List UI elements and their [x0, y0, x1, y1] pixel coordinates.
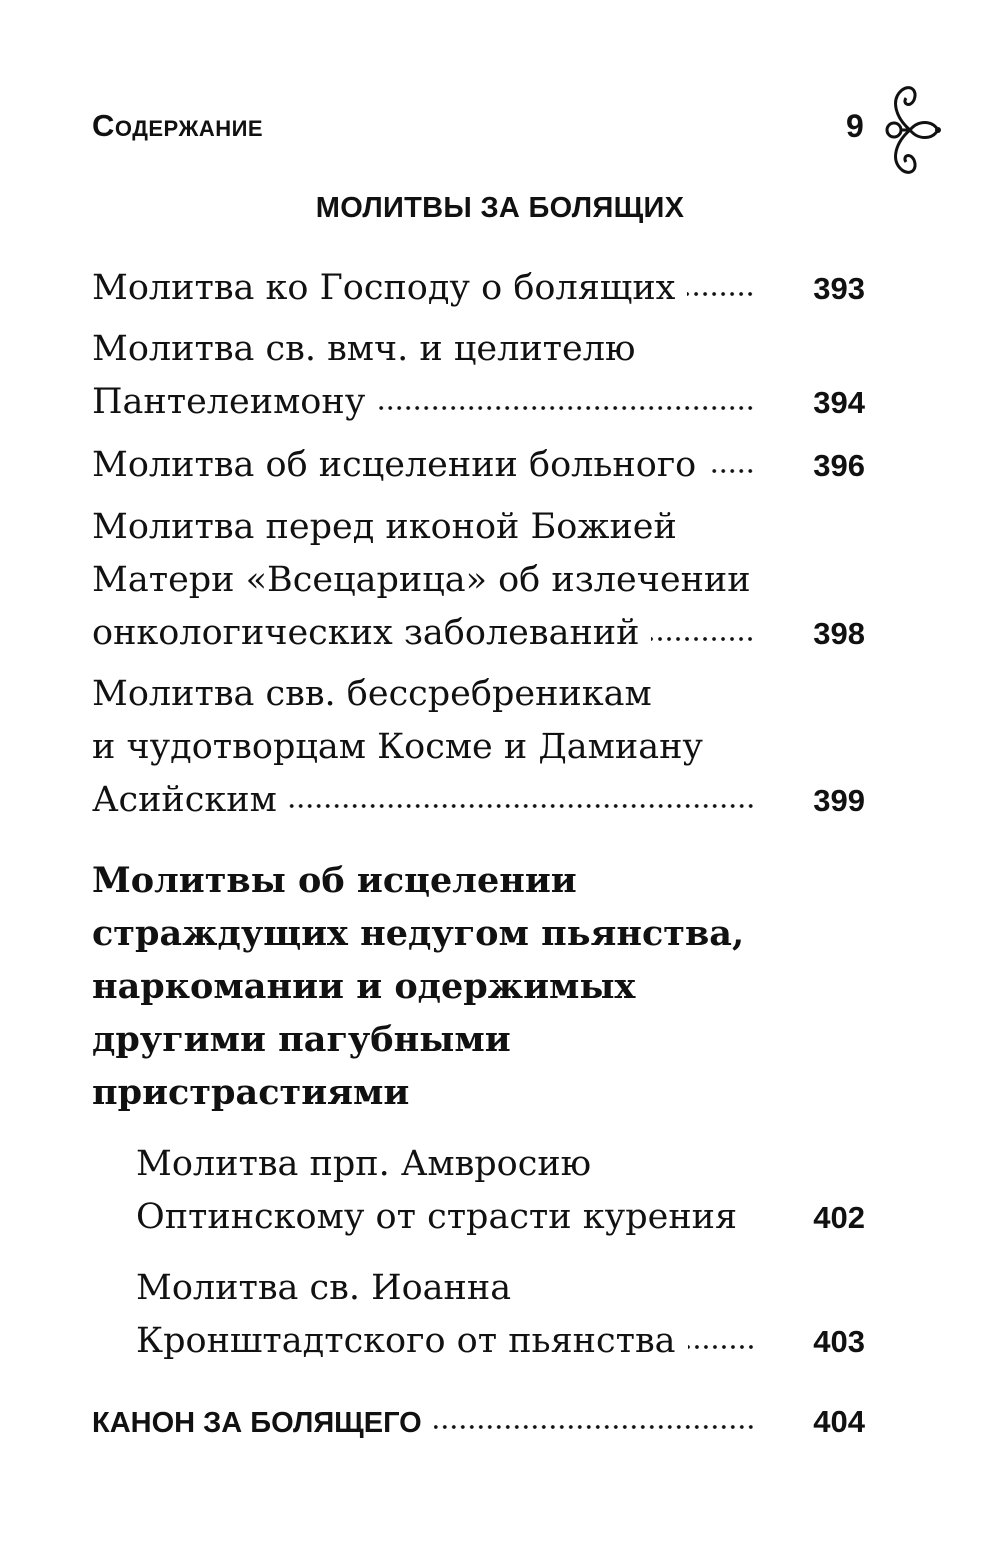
toc-sub-entry — [136, 1262, 865, 1368]
toc-entry-text: Пантелеимону — [92, 382, 366, 422]
toc-entry-text: Молитва об исцелении больного — [92, 445, 697, 485]
running-title: Содержание — [92, 108, 264, 143]
toc-entry-line — [92, 323, 865, 376]
subsection-heading-line: наркомании и одержимых — [92, 966, 636, 1007]
toc-entry-line — [136, 1262, 865, 1315]
toc-canon-title: КАНОН ЗА БОЛЯЩЕГО — [92, 1407, 422, 1439]
toc-entry — [92, 668, 865, 827]
toc-entry-text: онкологических заболеваний — [92, 613, 640, 653]
toc-entry-line — [136, 1138, 865, 1191]
toc-entry-text: Оптинскому от страсти курения — [136, 1197, 738, 1237]
toc-entry-text: Молитва перед иконой Божией — [92, 507, 677, 547]
toc-entry-text: Молитва св. вмч. и целителю — [92, 329, 636, 369]
toc-entry-line — [92, 607, 865, 660]
toc-entry — [92, 439, 865, 492]
toc-entry-text: Молитва прп. Амвросию — [136, 1144, 592, 1184]
dot-leader — [377, 403, 755, 413]
toc-entry-line — [92, 1395, 865, 1450]
toc-entry-text: Матери «Всецарица» об излечении — [92, 560, 751, 600]
dot-leader — [651, 634, 755, 644]
toc-canon-entry — [92, 1395, 865, 1450]
dot-leader — [687, 289, 755, 299]
toc-page-number: 404 — [813, 1404, 865, 1439]
toc-entry-text: и чудотворцам Косме и Дамиану — [92, 727, 704, 767]
toc-page-number: 394 — [813, 385, 865, 420]
section-heading: МОЛИТВЫ ЗА БОЛЯЩИХ — [315, 192, 685, 224]
dot-leader — [289, 801, 755, 811]
toc-entry-line — [136, 1191, 865, 1244]
toc-page-number: 396 — [813, 448, 865, 483]
dot-leader — [688, 1342, 755, 1352]
toc-entry — [92, 323, 865, 429]
subsection-heading-line: Молитвы об исцелении — [92, 860, 577, 901]
dot-leader — [708, 466, 755, 476]
toc-entry-line — [92, 376, 865, 429]
subsection-heading-line: страждущих недугом пьянства, — [92, 913, 745, 954]
toc-page-number: 398 — [813, 616, 865, 651]
toc-entry-line — [92, 554, 865, 607]
toc-entry-text: Молитва свв. бессребреникам — [92, 674, 652, 714]
toc-entry-text: Асийским — [92, 780, 277, 820]
toc-entry-text: Кронштадтского от пьянства — [136, 1321, 676, 1361]
toc-sub-entry — [136, 1138, 865, 1244]
toc-entry-line — [92, 501, 865, 554]
toc-entry-text: Молитва ко Господу о болящих — [92, 268, 676, 308]
toc-entry-line — [136, 1315, 865, 1368]
toc-page-number: 399 — [813, 783, 865, 818]
toc-entry-text: Молитва св. Иоанна — [136, 1268, 512, 1308]
toc-entry-line — [92, 721, 865, 774]
subsection-heading-line: другими пагубными — [92, 1019, 511, 1060]
toc-entry-line — [92, 439, 865, 492]
subsection-heading-line: пристрастиями — [92, 1072, 410, 1113]
subsection-heading — [92, 854, 865, 1119]
toc-entry-line — [92, 262, 865, 315]
toc-entry — [92, 501, 865, 660]
page-number: 9 — [846, 108, 864, 144]
toc-entry-line — [92, 774, 865, 827]
dot-leader — [434, 1422, 755, 1432]
toc-entry — [92, 262, 865, 315]
toc-page-number: 402 — [813, 1200, 865, 1235]
ornament-icon — [876, 80, 944, 180]
toc-page-number: 393 — [813, 271, 865, 306]
toc-entry-line — [92, 668, 865, 721]
toc-page-number: 403 — [813, 1324, 865, 1359]
